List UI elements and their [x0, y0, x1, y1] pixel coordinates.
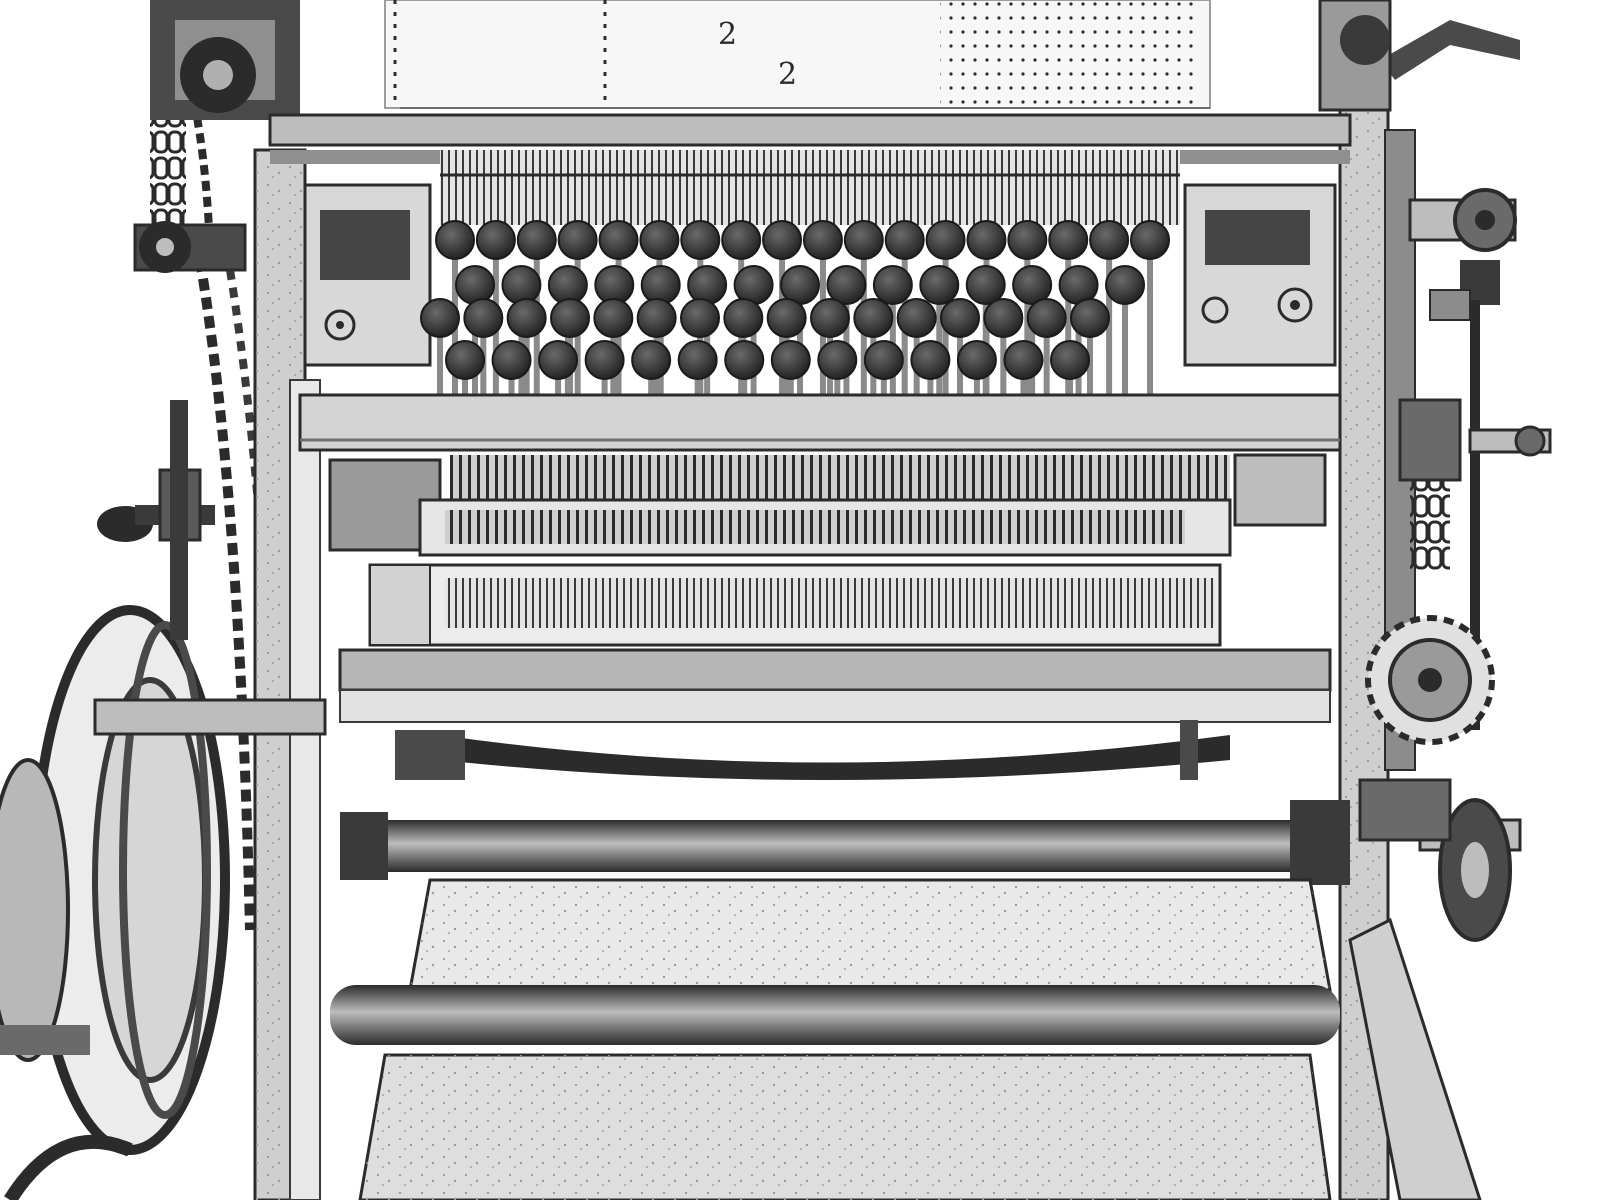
punch-key	[984, 299, 1022, 337]
punch-key	[1004, 341, 1042, 379]
left-chain-hub	[135, 221, 245, 273]
punch-needle-comb	[440, 150, 1180, 225]
punch-key	[845, 221, 883, 259]
punch-key	[886, 221, 924, 259]
punch-key	[772, 341, 810, 379]
right-housing-block	[1185, 185, 1335, 365]
lower-feed-roller	[330, 985, 1340, 1045]
punch-key	[586, 341, 624, 379]
punch-key	[1131, 221, 1169, 259]
punch-key	[1028, 299, 1066, 337]
card-tray	[410, 880, 1330, 990]
punch-key	[763, 221, 801, 259]
punch-key	[559, 221, 597, 259]
card-mark: 2	[778, 57, 798, 92]
lower-rack	[370, 565, 1220, 645]
punch-key	[436, 221, 474, 259]
punch-key	[874, 266, 912, 304]
punch-key	[508, 299, 546, 337]
punch-key	[920, 266, 958, 304]
punch-key	[725, 341, 763, 379]
punch-key	[854, 299, 892, 337]
punch-key	[724, 299, 762, 337]
middle-rack	[420, 500, 1230, 555]
punch-key	[967, 266, 1005, 304]
punch-key	[818, 341, 856, 379]
punch-key	[1090, 221, 1128, 259]
punch-key	[958, 341, 996, 379]
punch-key	[632, 341, 670, 379]
punch-key	[477, 221, 515, 259]
punch-key	[941, 299, 979, 337]
punch-key	[898, 299, 936, 337]
punch-key	[421, 299, 459, 337]
punch-key	[642, 266, 680, 304]
punch-key	[493, 341, 531, 379]
card-mark: 2	[718, 17, 738, 52]
punch-key	[811, 299, 849, 337]
punch-key	[681, 299, 719, 337]
punch-key	[594, 299, 632, 337]
punch-key	[1071, 299, 1109, 337]
upper-sprocket-assembly	[150, 0, 300, 120]
punch-key	[679, 341, 717, 379]
jacquard-card-sheet	[385, 0, 1210, 108]
punch-key	[1051, 341, 1089, 379]
punch-key	[681, 221, 719, 259]
punch-key	[464, 299, 502, 337]
punch-key	[539, 341, 577, 379]
punch-key	[722, 221, 760, 259]
punch-key	[456, 266, 494, 304]
punch-key	[1106, 266, 1144, 304]
punch-key	[502, 266, 540, 304]
punch-key	[911, 341, 949, 379]
left-housing-block	[305, 185, 430, 365]
punch-key	[688, 266, 726, 304]
main-shaft	[95, 700, 325, 734]
punch-key	[638, 299, 676, 337]
punch-key	[865, 341, 903, 379]
punch-key	[768, 299, 806, 337]
punch-key-stem	[1147, 240, 1153, 395]
punch-key	[640, 221, 678, 259]
punch-key	[927, 221, 965, 259]
punch-key	[551, 299, 589, 337]
punch-key	[1008, 221, 1046, 259]
punch-key	[600, 221, 638, 259]
punch-key	[518, 221, 556, 259]
key-bank-rail	[300, 395, 1340, 450]
punch-key	[967, 221, 1005, 259]
punch-key	[1049, 221, 1087, 259]
punch-key	[446, 341, 484, 379]
punch-key	[804, 221, 842, 259]
